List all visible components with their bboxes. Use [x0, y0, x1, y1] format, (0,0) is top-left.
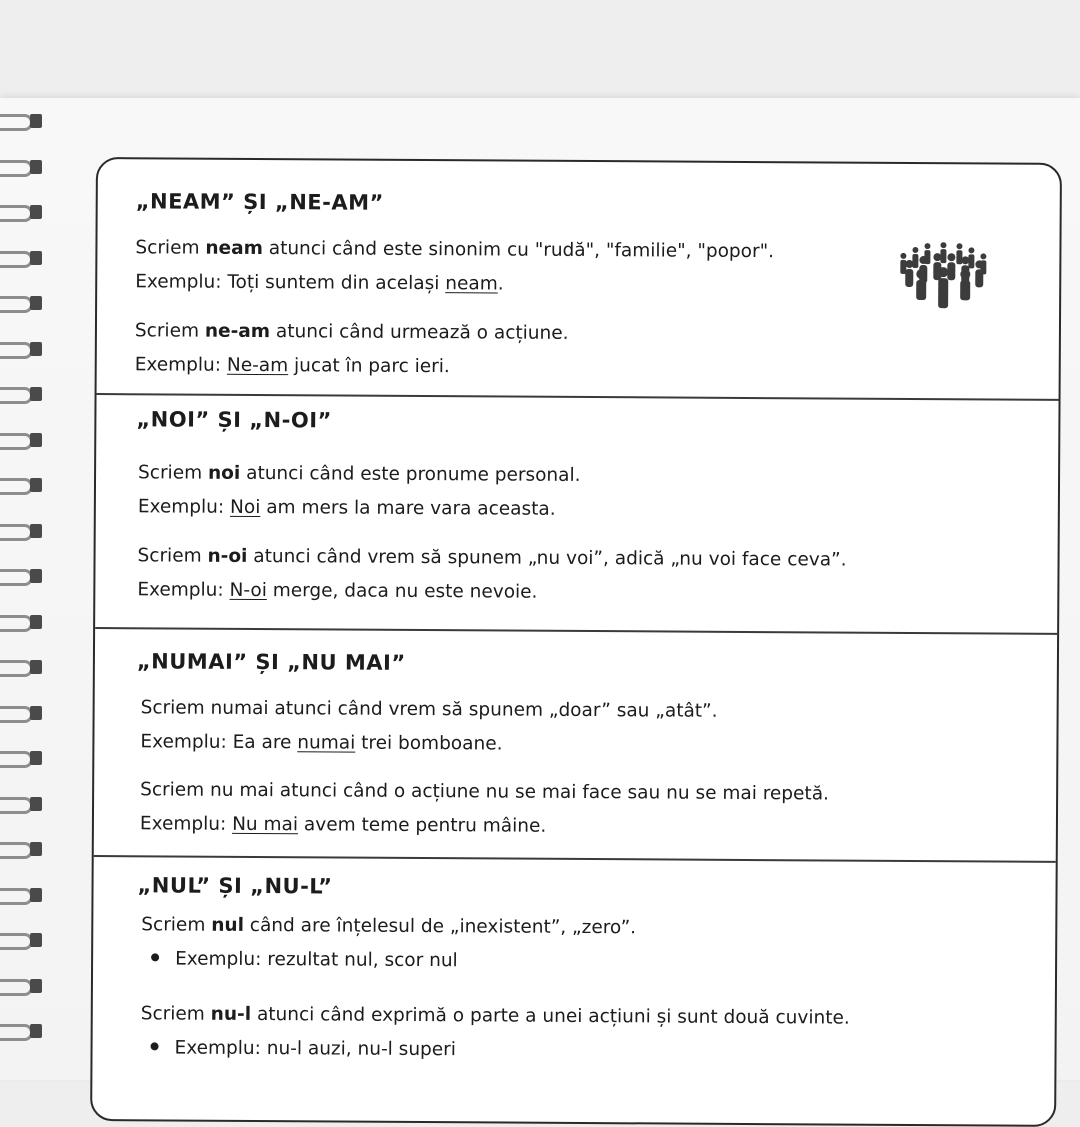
- example-text: Exemplu: Noi am mers la mare vara aceasta.: [137, 496, 556, 520]
- spiral-ring: [0, 156, 48, 178]
- spiral-ring: [0, 656, 48, 678]
- people-crowd-icon: [897, 242, 989, 313]
- bullet-example: Exemplu: rezultat nul, scor nul: [151, 948, 458, 971]
- spiral-ring: [0, 611, 48, 633]
- section-nul: [92, 857, 1056, 1123]
- rule-text: Scriem numai atunci când vrem să spunem „doar” sau „atât”.: [140, 697, 718, 722]
- bullet-icon: [151, 953, 159, 961]
- section-numai: [94, 629, 1057, 861]
- section-title: „NOI” ȘI „N-OI”: [136, 407, 332, 433]
- example-text: Exemplu: Ea are numai trei bomboane.: [140, 731, 503, 755]
- rule-text: Scriem n-oi atunci când vrem să spunem „nu voi”, adică „nu voi face ceva”.: [137, 545, 847, 571]
- spiral-binding: [0, 110, 52, 1080]
- spiral-ring: [0, 474, 48, 496]
- spiral-ring: [0, 429, 48, 451]
- rule-text: Scriem nu-l atunci când exprimă o parte a unei acțiuni și sunt două cuvinte.: [140, 1003, 850, 1029]
- bullet-example: Exemplu: nu-l auzi, nu-l superi: [150, 1037, 456, 1060]
- spiral-ring: [0, 884, 48, 906]
- spiral-ring: [0, 110, 48, 132]
- spiral-ring: [0, 975, 48, 997]
- spiral-ring: [0, 292, 48, 314]
- example-text: Exemplu: Toți suntem din același neam.: [135, 271, 504, 295]
- rule-text: Scriem nul când are înțelesul de „inexistent”, „zero”.: [141, 914, 637, 939]
- spiral-ring: [0, 383, 48, 405]
- spiral-ring: [0, 520, 48, 542]
- spiral-ring: [0, 747, 48, 769]
- spiral-ring: [0, 201, 48, 223]
- section-neam: [97, 159, 1060, 399]
- bullet-icon: [151, 1042, 159, 1050]
- section-title: „NUMAI” ȘI „NU MAI”: [136, 649, 406, 675]
- section-title: „NUL” ȘI „NU-L”: [137, 873, 333, 899]
- spiral-ring: [0, 793, 48, 815]
- spiral-ring: [0, 838, 48, 860]
- example-text: Exemplu: N-oi merge, daca nu este nevoie.: [137, 579, 538, 603]
- spiral-ring: [0, 702, 48, 724]
- grammar-card: [90, 157, 1062, 1127]
- spiral-ring: [0, 338, 48, 360]
- spiral-ring: [0, 1020, 48, 1042]
- spiral-ring: [0, 929, 48, 951]
- rule-text: Scriem nu mai atunci când o acțiune nu se mai face sau nu se mai repetă.: [140, 779, 830, 805]
- section-noi: [95, 395, 1058, 633]
- spiral-ring: [0, 247, 48, 269]
- rule-text: Scriem ne-am atunci când urmează o acțiune.: [134, 320, 569, 344]
- rule-text: Scriem neam atunci când este sinonim cu "rudă", "familie", "popor".: [135, 237, 775, 263]
- rule-text: Scriem noi atunci când este pronume personal.: [138, 462, 581, 486]
- example-text: Exemplu: Ne-am jucat în parc ieri.: [134, 354, 450, 378]
- example-text: Exemplu: Nu mai avem teme pentru mâine.: [139, 813, 547, 837]
- section-title: „NEAM” ȘI „NE-AM”: [135, 189, 384, 215]
- spiral-ring: [0, 565, 48, 587]
